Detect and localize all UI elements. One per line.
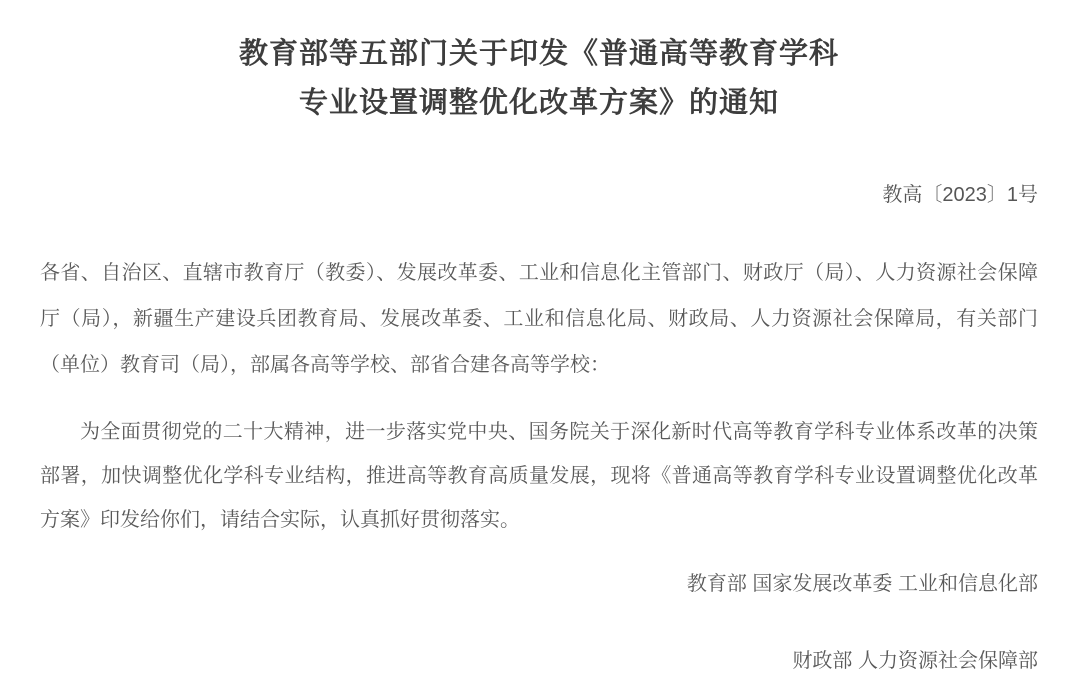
document-title	[40, 30, 1038, 128]
signature-line-1: 教育部 国家发展改革委 工业和信息化部	[686, 573, 1038, 595]
body-paragraph: 为全面贯彻党的二十大精神，进一步落实党中央、国务院关于深化新时代高等教育学科专业体系改革的决策部署，加快调整优化学科专业结构，推进高等教育高质量发展，现将《普通高等教育学科专业设置调整优化改革方案》印发给你们，请结合实际，认真抓好贯彻落实。	[40, 421, 1038, 531]
addressee-paragraph: 各省、自治区、直辖市教育厅（教委）、发展改革委、工业和信息化主管部门、财政厅（局）、人力资源社会保障厅（局），新疆生产建设兵团教育局、发展改革委、工业和信息化局、财政局、人力资源社会保障局，有关部门（单位）教育司（局），部属各高等学校、部省合建各高等学校：	[40, 262, 1038, 376]
document-title-line-1: 教育部等五部门关于印发《普通高等教育学科	[238, 38, 839, 70]
document-number: 教高〔2023〕1号	[882, 184, 1038, 206]
document-title-line-2: 专业设置调整优化改革方案》的通知	[298, 87, 779, 119]
signature-line-2: 财政部 人力资源社会保障部	[792, 650, 1038, 672]
